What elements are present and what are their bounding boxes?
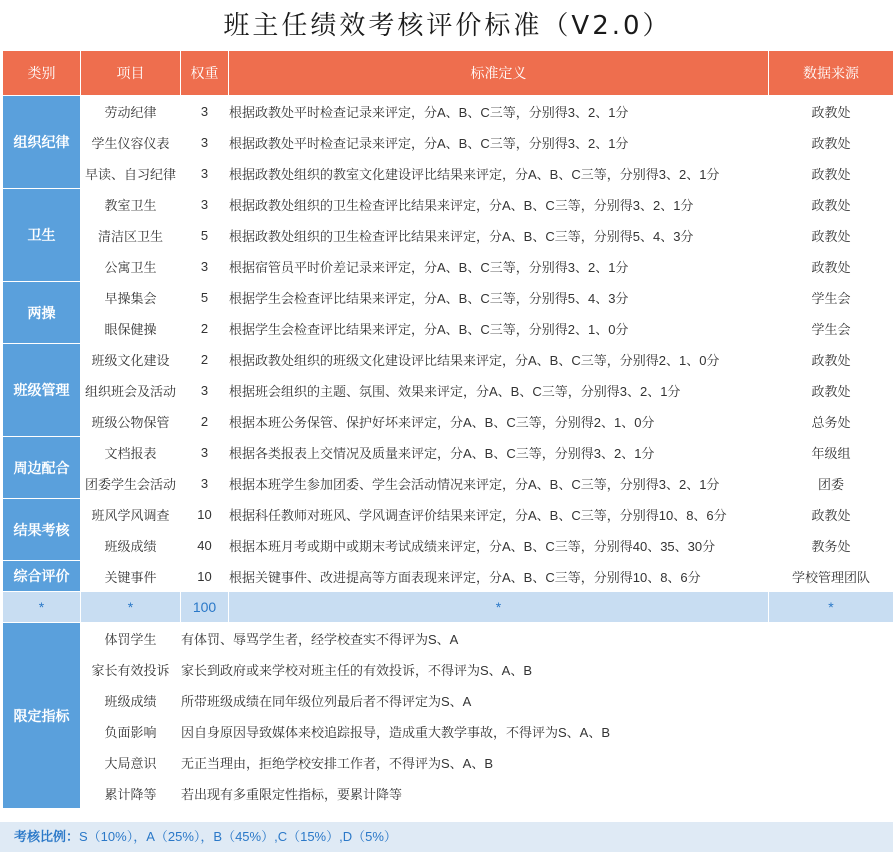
item-cell: 劳动纪律 [81, 96, 181, 127]
table-row [3, 561, 894, 592]
source-cell: 政教处 [769, 251, 894, 282]
item-cell: 团委学生会活动 [81, 468, 181, 499]
definition-cell: 根据班会组织的主题、氛围、效果来评定，分A、B、C三等，分别得3、2、1分 [229, 375, 769, 406]
source-cell: 政教处 [769, 189, 894, 220]
weight-cell: 2 [181, 313, 229, 344]
source-cell: 政教处 [769, 127, 894, 158]
summary-definition: * [229, 592, 769, 623]
limit-item-cell: 家长有效投诉 [81, 654, 181, 685]
source-cell: 政教处 [769, 96, 894, 127]
limit-text-cell: 所带班级成绩在同年级位列最后者不得评定为S、A [181, 685, 894, 716]
weight-cell: 3 [181, 96, 229, 127]
weight-cell: 5 [181, 220, 229, 251]
weight-cell: 3 [181, 158, 229, 189]
category-cell: 卫生 [3, 189, 81, 282]
definition-cell: 根据学生会检查评比结果来评定，分A、B、C三等，分别得2、1、0分 [229, 313, 769, 344]
definition-cell: 根据本班公务保管、保护好坏来评定，分A、B、C三等，分别得2、1、0分 [229, 406, 769, 437]
source-cell: 政教处 [769, 375, 894, 406]
header-category: 类别 [3, 51, 81, 96]
definition-cell: 根据政教处平时检查记录来评定，分A、B、C三等，分别得3、2、1分 [229, 96, 769, 127]
definition-cell: 根据政教处组织的卫生检查评比结果来评定，分A、B、C三等，分别得3、2、1分 [229, 189, 769, 220]
limit-text-cell: 因自身原因导致媒体来校追踪报导，造成重大教学事故，不得评为S、A、B [181, 716, 894, 747]
item-cell: 文档报表 [81, 437, 181, 468]
table-row [3, 468, 894, 499]
table-row [3, 96, 894, 127]
limit-item-cell: 大局意识 [81, 747, 181, 778]
table-row [3, 189, 894, 220]
source-cell: 学校管理团队 [769, 561, 894, 592]
item-cell: 公寓卫生 [81, 251, 181, 282]
assessment-ratio [0, 822, 893, 852]
source-cell: 政教处 [769, 220, 894, 251]
header-item: 项目 [81, 51, 181, 96]
weight-cell: 5 [181, 282, 229, 313]
ratio-value: S（10%），A（25%），B（45%）,C（15%）,D（5%） [79, 829, 397, 844]
header-weight: 权重 [181, 51, 229, 96]
category-cell: 两操 [3, 282, 81, 344]
definition-cell: 根据各类报表上交情况及质量来评定，分A、B、C三等，分别得3、2、1分 [229, 437, 769, 468]
item-cell: 班级成绩 [81, 530, 181, 561]
page-title: 班主任绩效考核评价标准（V2.0） [223, 11, 672, 41]
weight-cell: 10 [181, 561, 229, 592]
ratio-label: 考核比例： [14, 829, 80, 844]
item-cell: 关键事件 [81, 561, 181, 592]
item-cell: 清洁区卫生 [81, 220, 181, 251]
weight-cell: 3 [181, 375, 229, 406]
summary-source: * [769, 592, 894, 623]
limit-row [3, 747, 894, 778]
source-cell: 政教处 [769, 158, 894, 189]
table-header-row [3, 51, 894, 96]
summary-weight: 100 [181, 592, 229, 623]
table-row [3, 127, 894, 158]
definition-cell: 根据学生会检查评比结果来评定，分A、B、C三等，分别得5、4、3分 [229, 282, 769, 313]
limit-item-cell: 班级成绩 [81, 685, 181, 716]
item-cell: 眼保健操 [81, 313, 181, 344]
definition-cell: 根据科任教师对班风、学风调查评价结果来评定，分A、B、C三等，分别得10、8、6分 [229, 499, 769, 530]
source-cell: 年级组 [769, 437, 894, 468]
category-cell: 班级管理 [3, 344, 81, 437]
weight-cell: 3 [181, 127, 229, 158]
limit-item-cell: 累计降等 [81, 778, 181, 809]
limit-text-cell: 家长到政府或来学校对班主任的有效投诉，不得评为S、A、B [181, 654, 894, 685]
weight-cell: 3 [181, 437, 229, 468]
item-cell: 班风学风调查 [81, 499, 181, 530]
definition-cell: 根据本班月考或期中或期末考试成绩来评定，分A、B、C三等，分别得40、35、30分 [229, 530, 769, 561]
limit-text-cell: 有体罚、辱骂学生者，经学校查实不得评为S、A [181, 623, 894, 654]
limit-text-cell: 若出现有多重限定性指标，要累计降等 [181, 778, 894, 809]
table-row [3, 530, 894, 561]
item-cell: 班级公物保管 [81, 406, 181, 437]
limit-row [3, 685, 894, 716]
source-cell: 学生会 [769, 313, 894, 344]
weight-cell: 2 [181, 406, 229, 437]
definition-cell: 根据政教处组织的教室文化建设评比结果来评定，分A、B、C三等，分别得3、2、1分 [229, 158, 769, 189]
weight-cell: 3 [181, 468, 229, 499]
summary-row [3, 592, 894, 623]
limit-item-cell: 体罚学生 [81, 623, 181, 654]
table-row [3, 158, 894, 189]
category-cell: 结果考核 [3, 499, 81, 561]
limit-row [3, 716, 894, 747]
table-row [3, 375, 894, 406]
item-cell: 学生仪容仪表 [81, 127, 181, 158]
weight-cell: 3 [181, 189, 229, 220]
table-row [3, 251, 894, 282]
limit-item-cell: 负面影响 [81, 716, 181, 747]
source-cell: 学生会 [769, 282, 894, 313]
source-cell: 政教处 [769, 499, 894, 530]
definition-cell: 根据政教处组织的班级文化建设评比结果来评定，分A、B、C三等，分别得2、1、0分 [229, 344, 769, 375]
item-cell: 班级文化建设 [81, 344, 181, 375]
definition-cell: 根据政教处组织的卫生检查评比结果来评定，分A、B、C三等，分别得5、4、3分 [229, 220, 769, 251]
summary-item: * [81, 592, 181, 623]
table-row [3, 220, 894, 251]
limit-row [3, 778, 894, 809]
definition-cell: 根据本班学生参加团委、学生会活动情况来评定，分A、B、C三等，分别得3、2、1分 [229, 468, 769, 499]
limit-category-cell: 限定指标 [3, 623, 81, 809]
category-cell: 组织纪律 [3, 96, 81, 189]
source-cell: 团委 [769, 468, 894, 499]
source-cell: 教务处 [769, 530, 894, 561]
definition-cell: 根据关键事件、改进提高等方面表现来评定，分A、B、C三等，分别得10、8、6分 [229, 561, 769, 592]
header-definition: 标准定义 [229, 51, 769, 96]
definition-cell: 根据政教处平时检查记录来评定，分A、B、C三等，分别得3、2、1分 [229, 127, 769, 158]
table-row [3, 406, 894, 437]
table-row [3, 499, 894, 530]
limit-row [3, 654, 894, 685]
table-row [3, 282, 894, 313]
table-row [3, 313, 894, 344]
item-cell: 早操集会 [81, 282, 181, 313]
evaluation-table [2, 50, 894, 809]
weight-cell: 3 [181, 251, 229, 282]
limit-row [3, 623, 894, 654]
table-row [3, 437, 894, 468]
table-row [3, 344, 894, 375]
category-cell: 周边配合 [3, 437, 81, 499]
weight-cell: 10 [181, 499, 229, 530]
source-cell: 总务处 [769, 406, 894, 437]
item-cell: 早读、自习纪律 [81, 158, 181, 189]
source-cell: 政教处 [769, 344, 894, 375]
weight-cell: 40 [181, 530, 229, 561]
item-cell: 教室卫生 [81, 189, 181, 220]
header-source: 数据来源 [769, 51, 894, 96]
category-cell: 综合评价 [3, 561, 81, 592]
summary-cat: * [3, 592, 81, 623]
definition-cell: 根据宿管员平时价差记录来评定，分A、B、C三等，分别得3、2、1分 [229, 251, 769, 282]
item-cell: 组织班会及活动 [81, 375, 181, 406]
weight-cell: 2 [181, 344, 229, 375]
limit-text-cell: 无正当理由，拒绝学校安排工作者，不得评为S、A、B [181, 747, 894, 778]
